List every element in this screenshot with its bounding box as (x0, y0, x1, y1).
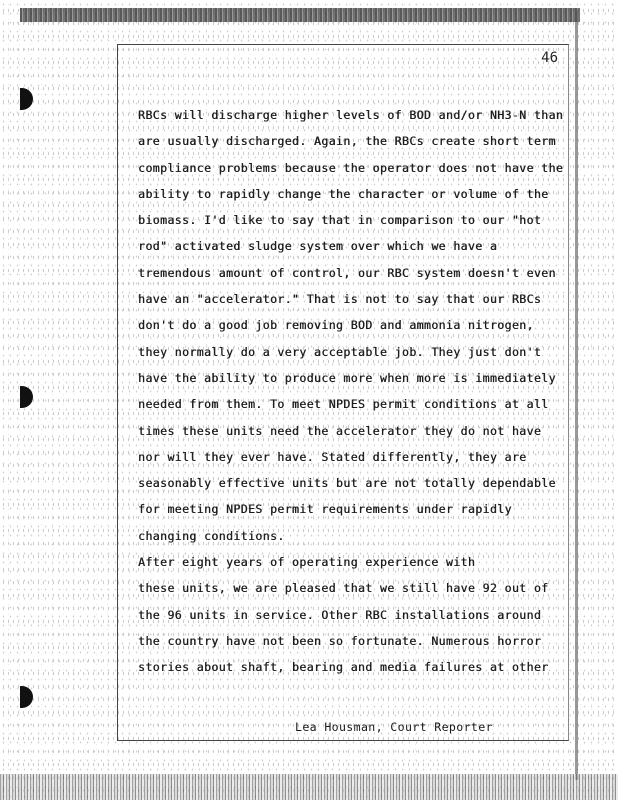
scan-right-edge (575, 10, 578, 780)
transcript-line: changing conditions. (138, 528, 285, 543)
transcript-line: for meeting NPDES permit requirements under rapidly (138, 502, 512, 517)
transcript-body (138, 102, 566, 681)
scan-bottom-edge (0, 774, 618, 800)
court-reporter-footer: Lea Housman, Court Reporter (295, 720, 493, 734)
transcript-line: have an "accelerator." That is not to say that our RBCs (138, 292, 542, 307)
transcript-line: tremendous amount of control, our RBC system doesn't even (138, 265, 556, 280)
transcript-line: After eight years of operating experience with (138, 555, 476, 570)
transcript-line: compliance problems because the operator does not have the (138, 160, 564, 175)
transcript-line: stories about shaft, bearing and media failures at other (138, 660, 549, 675)
transcript-line: biomass. I'd like to say that in comparison to our "hot (138, 213, 542, 228)
transcript-line: they normally do a very acceptable job. They just don't (138, 344, 542, 359)
transcript-line: are usually discharged. Again, the RBCs create short term (138, 134, 556, 149)
transcript-line: the 96 units in service. Other RBC installations around (138, 607, 542, 622)
transcript-line: don't do a good job removing BOD and ammonia nitrogen, (138, 318, 534, 333)
transcript-line: ability to rapidly change the character or volume of the (138, 186, 549, 201)
transcript-line: nor will they ever have. Stated differently, they are (138, 449, 527, 464)
page-number: 46 (541, 50, 558, 66)
transcript-line: RBCs will discharge higher levels of BOD and/or NH3-N than (138, 108, 564, 122)
transcript-line: needed from them. To meet NPDES permit conditions at all (138, 397, 549, 412)
transcript-line: rod" activated sludge system over which we have a (138, 239, 498, 254)
scan-top-edge (20, 8, 580, 22)
transcript-line: seasonably effective units but are not totally dependable (138, 476, 556, 491)
transcript-line: the country have not been so fortunate. Numerous horror (138, 633, 542, 648)
transcript-line: these units, we are pleased that we still have 92 out of (138, 581, 549, 596)
transcript-line: have the ability to produce more when more is immediately (138, 370, 556, 385)
transcript-line: times these units need the accelerator they do not have (138, 423, 542, 438)
